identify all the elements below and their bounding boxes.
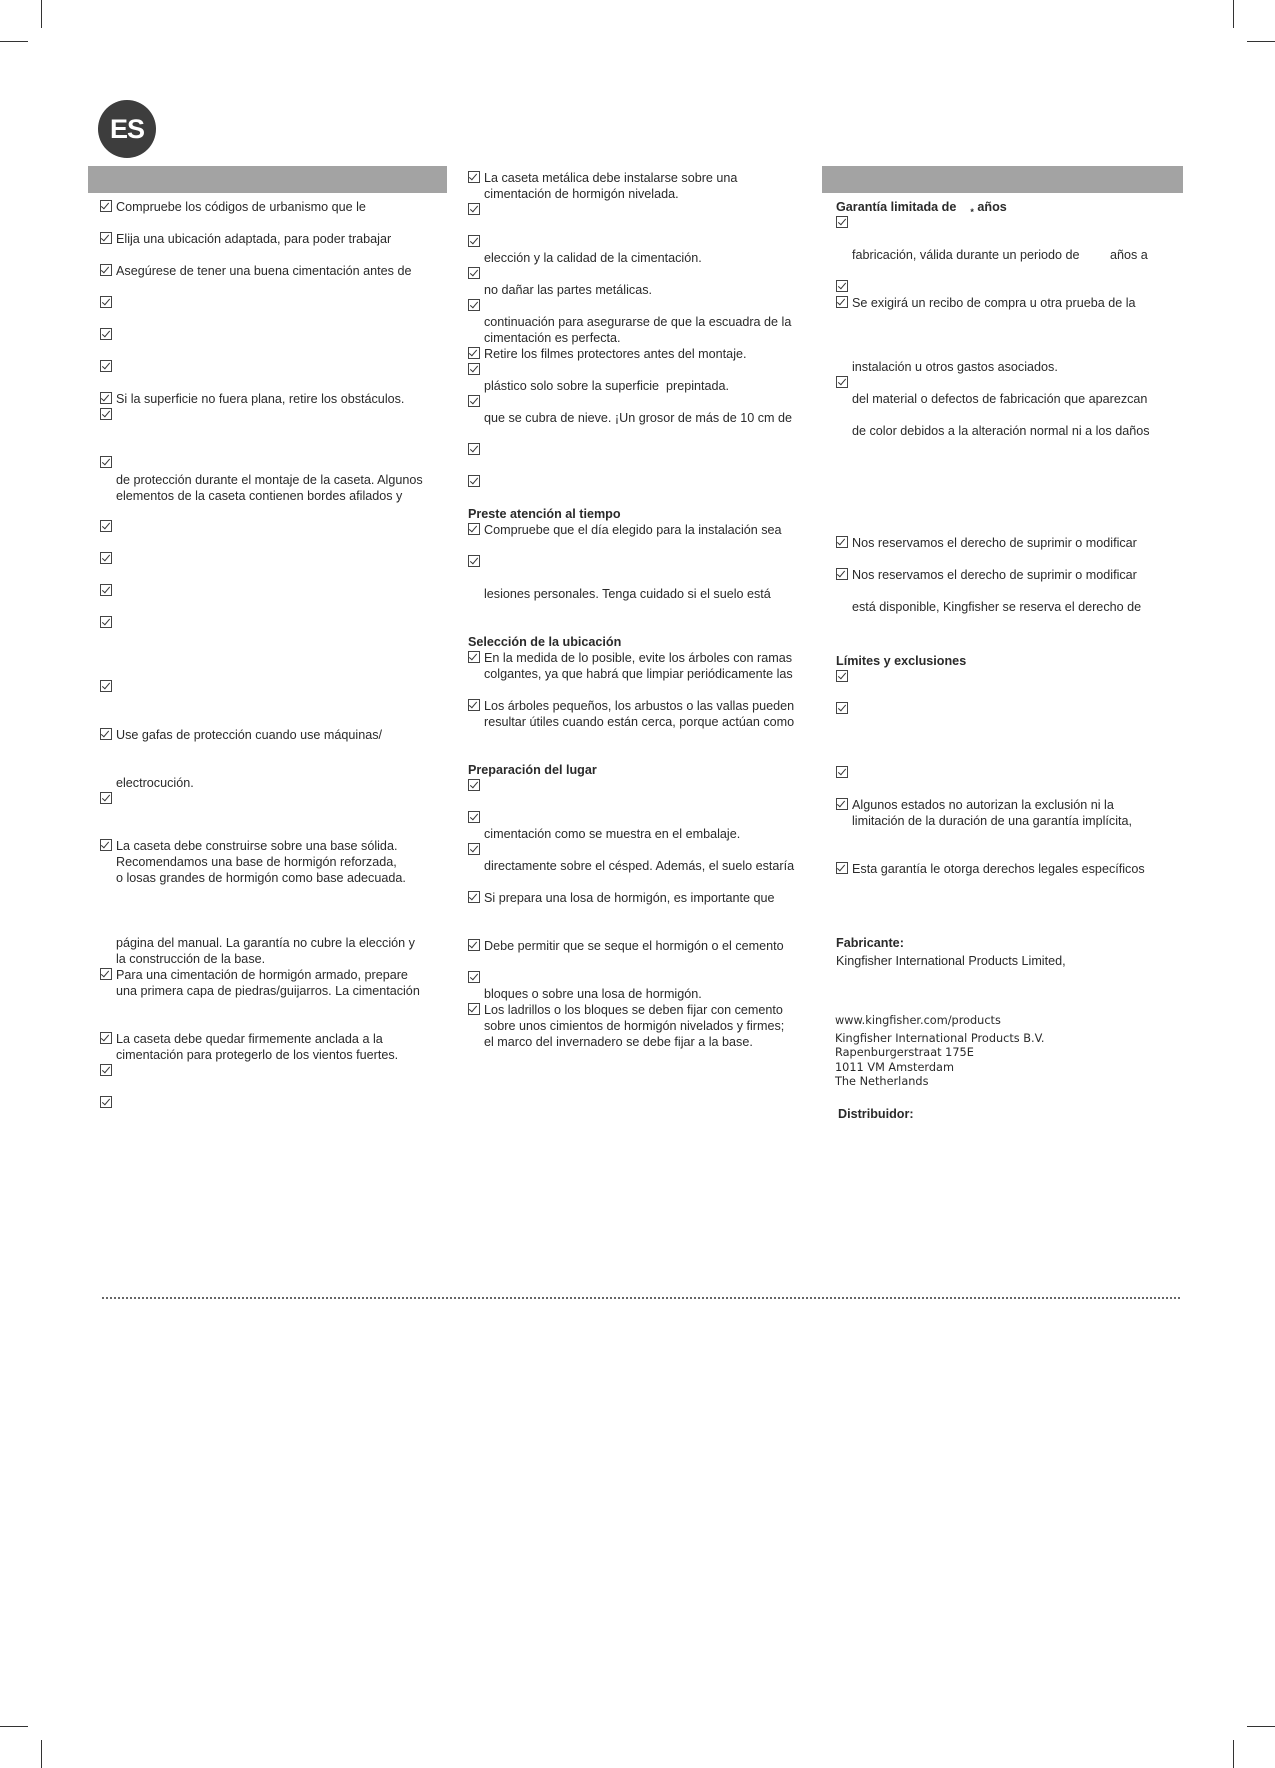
guarantee-heading-prefix: Garantía limitada de bbox=[836, 200, 957, 214]
checkbox-icon bbox=[836, 766, 848, 778]
website-link[interactable]: www.kingfisher.com/products bbox=[835, 1014, 1001, 1027]
language-badge: ES bbox=[98, 100, 156, 158]
checklist-text: de protección durante el montaje de la caseta. Algunos elementos de la caseta contienen bordes afilados y bbox=[116, 473, 423, 503]
checklist-text: elección y la calidad de la cimentación. bbox=[484, 251, 702, 265]
manufacturer-label: Fabricante: bbox=[836, 936, 904, 950]
manufacturer-name: Kingfisher International Products Limited, bbox=[836, 954, 1066, 968]
checkbox-icon bbox=[100, 408, 112, 420]
checklist-item: La caseta debe quedar firmemente anclada a la cimentación para protegerlo de los vientos fuertes. bbox=[100, 1031, 398, 1063]
checkbox-icon bbox=[468, 299, 480, 311]
section-heading: Límites y exclusiones bbox=[836, 654, 967, 668]
checklist-item: La caseta debe construirse sobre una base sólida. Recomendamos una base de hormigón reforzada, o losas grandes de hormigón como base adecuada. bbox=[100, 838, 406, 886]
guarantee-heading bbox=[836, 199, 1007, 215]
checkbox-icon bbox=[468, 203, 480, 215]
checkbox-icon bbox=[100, 360, 112, 372]
checkbox-icon bbox=[468, 267, 480, 279]
checkbox-icon bbox=[836, 702, 848, 714]
checklist-text: continuación para asegurarse de que la escuadra de la cimentación es perfecta. bbox=[484, 315, 792, 345]
company-name: Kingfisher International Products B.V. bbox=[835, 1032, 1045, 1045]
checklist-text: cimentación como se muestra en el embalaje. bbox=[484, 827, 741, 841]
checkbox-icon bbox=[100, 616, 112, 628]
checkbox-icon bbox=[100, 456, 112, 468]
checklist-text: plástico solo sobre la superficie prepintada. bbox=[484, 379, 730, 393]
checklist-item: Nos reservamos el derecho de suprimir o modificar bbox=[836, 535, 1137, 551]
checklist-item: Para una cimentación de hormigón armado, prepare una primera capa de piedras/guijarros. La cimentación bbox=[100, 967, 420, 999]
checklist-text: años a bbox=[1110, 248, 1148, 262]
section-header-band bbox=[88, 166, 447, 193]
checkbox-icon bbox=[468, 475, 480, 487]
company-street: Rapenburgerstraat 175E bbox=[835, 1046, 974, 1059]
crop-mark bbox=[1233, 1740, 1234, 1768]
checklist-item: La caseta metálica debe instalarse sobre una cimentación de hormigón nivelada. bbox=[468, 170, 737, 202]
checklist-item: Compruebe que el día elegido para la instalación sea bbox=[468, 522, 782, 538]
checkbox-icon bbox=[468, 843, 480, 855]
checkbox-icon bbox=[100, 520, 112, 532]
checklist-text: instalación u otros gastos asociados. bbox=[852, 360, 1058, 374]
section-header-band bbox=[822, 166, 1183, 193]
checklist-item: Nos reservamos el derecho de suprimir o modificar bbox=[836, 567, 1137, 583]
checkbox-icon bbox=[100, 296, 112, 308]
checklist-item: Se exigirá un recibo de compra u otra prueba de la bbox=[836, 295, 1136, 311]
checklist-text: electrocución. bbox=[116, 776, 194, 790]
crop-mark bbox=[41, 0, 42, 28]
crop-mark bbox=[1247, 41, 1275, 42]
checkbox-icon bbox=[100, 1064, 112, 1076]
section-heading: Preste atención al tiempo bbox=[468, 507, 621, 521]
checkbox-icon bbox=[468, 811, 480, 823]
checklist-text: lesiones personales. Tenga cuidado si el suelo está bbox=[484, 587, 771, 601]
checkbox-icon bbox=[468, 443, 480, 455]
checklist-item: Esta garantía le otorga derechos legales específicos bbox=[836, 861, 1145, 877]
crop-mark bbox=[1247, 1726, 1275, 1727]
checklist-item: Si la superficie no fuera plana, retire los obstáculos. bbox=[100, 391, 404, 407]
checklist-text: está disponible, Kingfisher se reserva el derecho de bbox=[852, 600, 1142, 614]
checkbox-icon bbox=[836, 670, 848, 682]
section-heading: Preparación del lugar bbox=[468, 763, 597, 777]
checkbox-icon bbox=[836, 376, 848, 388]
guarantee-heading-suffix: años bbox=[977, 200, 1007, 214]
checklist-item: Retire los filmes protectores antes del montaje. bbox=[468, 346, 747, 362]
checklist-text: página del manual. La garantía no cubre la elección y la construcción de la base. bbox=[116, 936, 415, 966]
distributor-label: Distribuidor: bbox=[838, 1107, 914, 1121]
checkbox-icon bbox=[468, 779, 480, 791]
checklist-item: Elija una ubicación adaptada, para poder trabajar bbox=[100, 231, 391, 247]
crop-mark bbox=[0, 41, 28, 42]
checklist-text: no dañar las partes metálicas. bbox=[484, 283, 653, 297]
crop-mark bbox=[0, 1726, 28, 1727]
checklist-item: Algunos estados no autorizan la exclusión ni la limitación de la duración de una garantía implícita, bbox=[836, 797, 1132, 829]
checklist-item: Si prepara una losa de hormigón, es importante que bbox=[468, 890, 775, 906]
checkbox-icon bbox=[100, 1096, 112, 1108]
company-country: The Netherlands bbox=[835, 1075, 929, 1088]
checkbox-icon bbox=[100, 792, 112, 804]
checklist-text: de color debidos a la alteración normal ni a los daños bbox=[852, 424, 1150, 438]
checkbox-icon bbox=[836, 280, 848, 292]
checkbox-icon bbox=[468, 363, 480, 375]
checkbox-icon bbox=[468, 395, 480, 407]
checklist-item: Los ladrillos o los bloques se deben fijar con cemento sobre unos cimientos de hormigón nivelados y firmes; el marco del invernadero se debe fijar a la base. bbox=[468, 1002, 784, 1050]
checklist-item: Asegúrese de tener una buena cimentación antes de bbox=[100, 263, 411, 279]
section-heading: Selección de la ubicación bbox=[468, 635, 622, 649]
checklist-item: Compruebe los códigos de urbanismo que le bbox=[100, 199, 366, 215]
checklist-text: que se cubra de nieve. ¡Un grosor de más de 10 cm de bbox=[484, 411, 793, 425]
checklist-item: Debe permitir que se seque el hormigón o el cemento bbox=[468, 938, 784, 954]
checkbox-icon bbox=[468, 971, 480, 983]
checklist-text: del material o defectos de fabricación que aparezcan bbox=[852, 392, 1148, 406]
company-city: 1011 VM Amsterdam bbox=[835, 1061, 954, 1074]
checkbox-icon bbox=[468, 555, 480, 567]
checkbox-icon bbox=[100, 552, 112, 564]
checklist-text: fabricación, válida durante un periodo de bbox=[852, 248, 1080, 262]
crop-mark bbox=[41, 1740, 42, 1768]
checklist-text: bloques o sobre una losa de hormigón. bbox=[484, 987, 702, 1001]
checklist-item: Use gafas de protección cuando use máquinas/ bbox=[100, 727, 382, 743]
footnote-mark: * bbox=[970, 207, 974, 217]
checkbox-icon bbox=[100, 584, 112, 596]
checklist-item: En la medida de lo posible, evite los árboles con ramas colgantes, ya que habrá que limpiar periódicamente las bbox=[468, 650, 793, 682]
checkbox-icon bbox=[100, 328, 112, 340]
checkbox-icon bbox=[468, 235, 480, 247]
cut-line-divider bbox=[102, 1297, 1180, 1299]
checkbox-icon bbox=[836, 216, 848, 228]
crop-mark bbox=[1233, 0, 1234, 28]
checklist-item: Los árboles pequeños, los arbustos o las vallas pueden resultar útiles cuando están cerca, porque actúan como bbox=[468, 698, 794, 730]
checklist-text: directamente sobre el césped. Además, el suelo estaría bbox=[484, 859, 795, 873]
checkbox-icon bbox=[100, 680, 112, 692]
